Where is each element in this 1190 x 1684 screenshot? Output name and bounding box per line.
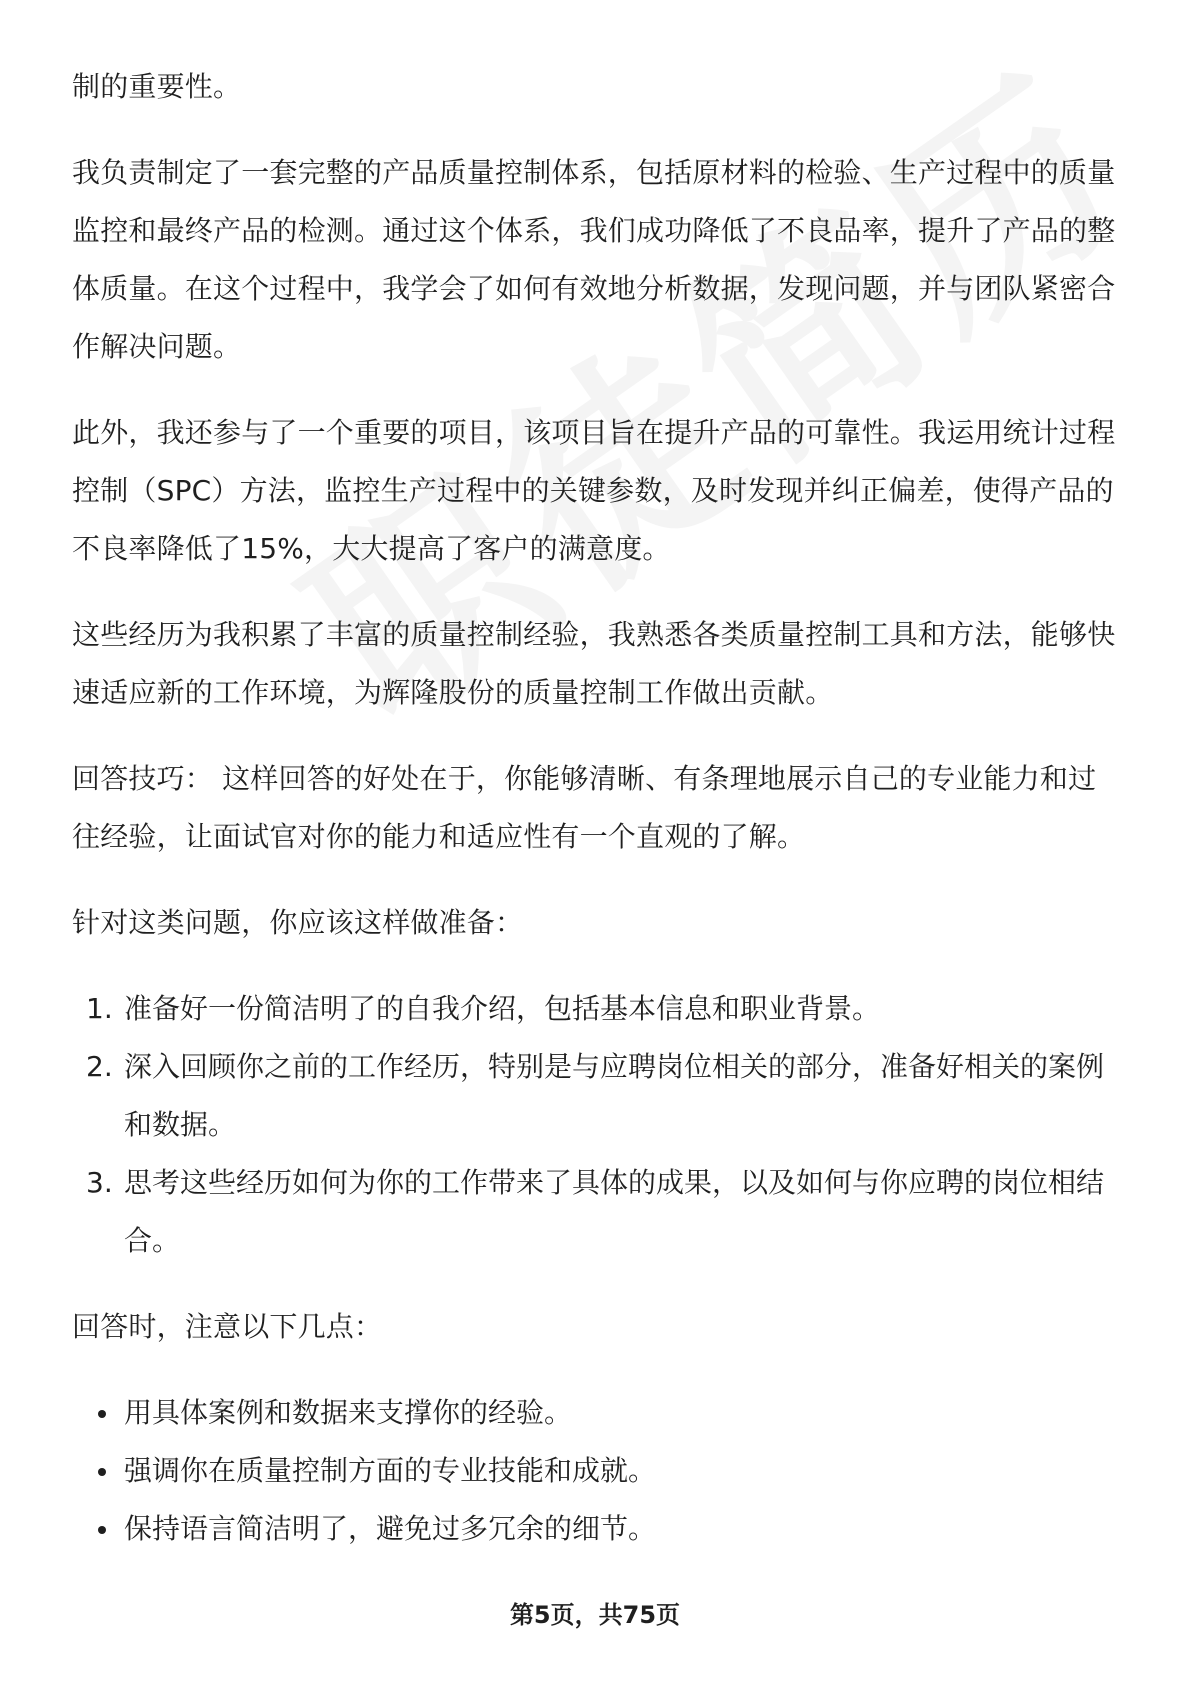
prep-list xyxy=(72,980,1118,1270)
list-item-text: 保持语言简洁明了，避免过多冗余的细节。 xyxy=(124,1512,657,1545)
list-item xyxy=(72,1038,1118,1154)
list-item-text: 思考这些经历如何为你的工作带来了具体的成果，以及如何与你应聘的岗位相结合。 xyxy=(124,1166,1105,1257)
list-number: 1. xyxy=(86,992,113,1025)
bullet-icon xyxy=(98,1526,106,1534)
paragraph-notes-intro: 回答时，注意以下几点： xyxy=(72,1310,383,1343)
document-body xyxy=(72,58,1118,1558)
list-item-text: 深入回顾你之前的工作经历，特别是与应聘岗位相关的部分，准备好相关的案例和数据。 xyxy=(124,1050,1105,1141)
list-item xyxy=(72,1154,1118,1270)
list-item xyxy=(72,1500,1118,1558)
bullet-icon xyxy=(98,1410,106,1418)
paragraph-continuation: 制的重要性。 xyxy=(72,70,242,103)
list-number: 2. xyxy=(86,1050,113,1083)
paragraph-experience-summary: 这些经历为我积累了丰富的质量控制经验，我熟悉各类质量控制工具和方法，能够快速适应新的工作环境，为辉隆股份的质量控制工作做出贡献。 xyxy=(72,618,1116,709)
page-footer: 第5页，共75页 xyxy=(509,1601,681,1629)
list-item-text: 准备好一份简洁明了的自我介绍，包括基本信息和职业背景。 xyxy=(124,992,881,1025)
list-item xyxy=(72,1384,1118,1442)
list-item-text: 用具体案例和数据来支撑你的经验。 xyxy=(124,1396,573,1429)
list-item xyxy=(72,980,1118,1038)
paragraph-spc-project: 此外，我还参与了一个重要的项目，该项目旨在提升产品的可靠性。我运用统计过程控制（SPC）方法，监控生产过程中的关键参数，及时发现并纠正偏差，使得产品的不良率降低了15%，大大提高了客户的满意度。 xyxy=(72,416,1116,565)
paragraph-prep-intro: 针对这类问题，你应该这样做准备： xyxy=(72,906,524,939)
paragraph-quality-system: 我负责制定了一套完整的产品质量控制体系，包括原材料的检验、生产过程中的质量监控和最终产品的检测。通过这个体系，我们成功降低了不良品率，提升了产品的整体质量。在这个过程中，我学会了如何有效地分析数据，发现问题，并与团队紧密合作解决问题。 xyxy=(72,156,1116,363)
bullet-icon xyxy=(98,1468,106,1476)
paragraph-answer-tips: 回答技巧： 这样回答的好处在于，你能够清晰、有条理地展示自己的专业能力和过往经验，让面试官对你的能力和适应性有一个直观的了解。 xyxy=(72,762,1097,853)
notes-list xyxy=(72,1384,1118,1558)
list-item-text: 强调你在质量控制方面的专业技能和成就。 xyxy=(124,1454,657,1487)
list-number: 3. xyxy=(86,1166,113,1199)
list-item xyxy=(72,1442,1118,1500)
